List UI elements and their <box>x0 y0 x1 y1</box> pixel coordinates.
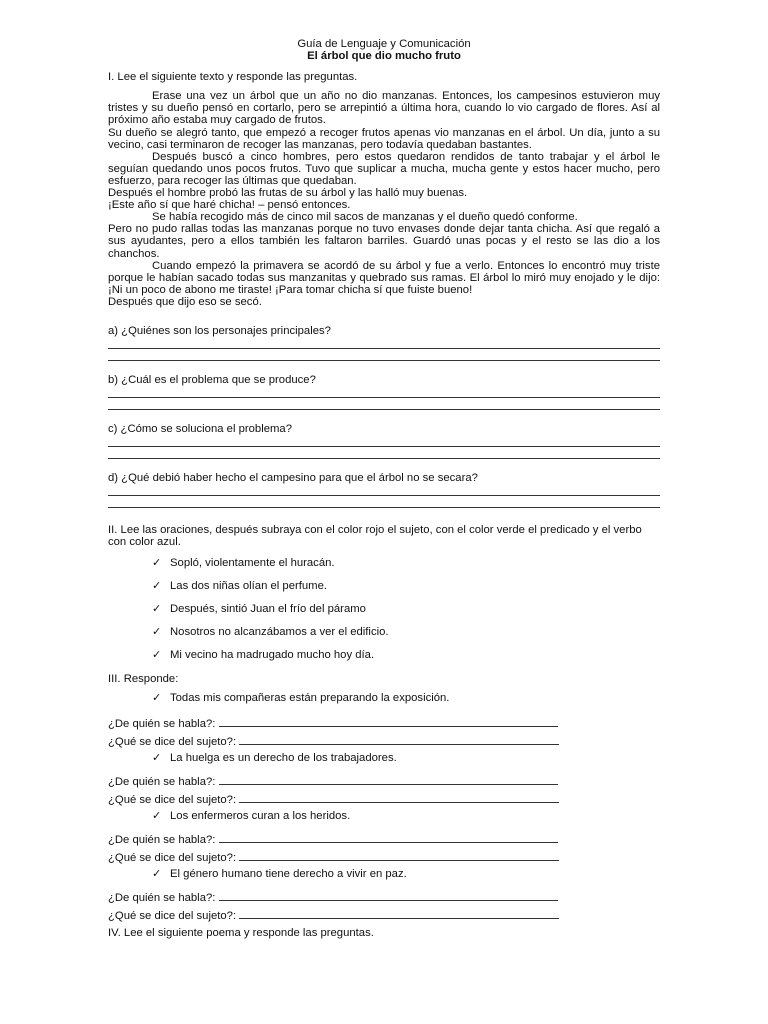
story-paragraph: Erase una vez un árbol que un año no dio manzanas. Entonces, los campesinos estuvieron muy tristes y su dueño pensó en cortarlo, pero se arrepintió a última hora, cuando lo vio cargado de flores. Así al próximo año estaba muy cargado de frutos. <box>108 90 660 127</box>
answer-line[interactable] <box>108 435 660 447</box>
list-item <box>152 867 660 889</box>
checkmark-icon: ✓ <box>152 809 162 822</box>
checkmark-icon: ✓ <box>152 867 162 880</box>
question-label: d) ¿Qué debió haber hecho el campesino para que el árbol no se secara? <box>108 472 478 485</box>
list-item <box>152 552 660 575</box>
story-paragraph: Se había recogido más de cinco mil sacos de manzanas y el dueño quedó conforme. <box>152 211 578 224</box>
answer-line[interactable] <box>108 349 660 361</box>
who-row <box>108 773 660 791</box>
who-prompt: ¿De quién se habla?: <box>108 891 216 904</box>
what-row <box>108 907 660 925</box>
answer-line[interactable] <box>108 496 660 508</box>
answer-line[interactable] <box>219 889 558 901</box>
answer-line[interactable] <box>239 733 559 745</box>
answer-line[interactable] <box>219 715 558 727</box>
who-row <box>108 889 660 907</box>
list-item <box>152 621 660 644</box>
checkmark-icon: ✓ <box>152 579 162 592</box>
sentence-text: Nosotros no alcanzábamos a ver el edificio. <box>170 625 389 638</box>
checkmark-icon: ✓ <box>152 691 162 704</box>
who-row <box>108 831 660 849</box>
checkmark-icon: ✓ <box>152 625 162 638</box>
section-2 <box>108 524 660 666</box>
question-label: b) ¿Cuál es el problema que se produce? <box>108 374 316 387</box>
list-item <box>152 644 660 667</box>
what-row <box>108 791 660 809</box>
sentence-text: Después, sintió Juan el frío del páramo <box>170 602 366 615</box>
answer-line[interactable] <box>108 337 660 349</box>
who-prompt: ¿De quién se habla?: <box>108 775 216 788</box>
question-label: a) ¿Quiénes son los personajes principales? <box>108 324 331 337</box>
worksheet-header <box>108 38 660 62</box>
what-prompt: ¿Qué se dice del sujeto?: <box>108 793 237 806</box>
list-item <box>152 575 660 598</box>
what-row <box>108 849 660 867</box>
list-item <box>152 687 660 710</box>
section-2-heading: II. Lee las oraciones, después subraya con el color rojo el sujeto, con el color verde el predicado y el verbo con color azul. <box>108 524 642 549</box>
answer-line[interactable] <box>108 484 660 496</box>
question-c <box>108 423 660 459</box>
answer-line[interactable] <box>108 398 660 410</box>
section-3 <box>108 673 660 925</box>
checkmark-icon: ✓ <box>152 602 162 615</box>
sentence-text: Los enfermeros curan a los heridos. <box>170 809 351 822</box>
answer-line[interactable] <box>108 447 660 459</box>
what-prompt: ¿Qué se dice del sujeto?: <box>108 851 237 864</box>
sentence-text: El género humano tiene derecho a vivir en paz. <box>170 867 407 880</box>
sentence-text: Todas mis compañeras están preparando la exposición. <box>170 691 450 704</box>
respond-item-1 <box>108 687 660 710</box>
sentence-text: Mi vecino ha madrugado mucho hoy día. <box>170 648 375 661</box>
story-title: El árbol que dio mucho fruto <box>307 50 461 63</box>
what-prompt: ¿Qué se dice del sujeto?: <box>108 909 237 922</box>
story-paragraph: Después buscó a cinco hombres, pero estos quedaron rendidos de tanto trabajar y el árbol le seguían quedando unos pocos frutos. Tuvo que suplicar a mucha, mucha gente y estos hacer mucho, pero esfuerzo, para recoger las últimas que quedaban. <box>108 150 660 187</box>
what-row <box>108 733 660 751</box>
story-paragraph: Su dueño se alegró tanto, que empezó a recoger frutos apenas vio manzanas en el árbol. Un día, junto a su vecino, casi terminaron de recoger las manzanas, pero todavía quedaban bastantes. <box>108 126 660 151</box>
story-paragraph: Después que dijo eso se secó. <box>108 295 262 308</box>
answer-line[interactable] <box>219 773 558 785</box>
list-item <box>152 598 660 621</box>
story-paragraph: ¡Este año sí que haré chicha! – pensó entonces. <box>108 199 351 212</box>
checkmark-icon: ✓ <box>152 556 162 569</box>
respond-item-2 <box>108 751 660 773</box>
answer-line[interactable] <box>108 386 660 398</box>
respond-item-3 <box>108 809 660 831</box>
who-prompt: ¿De quién se habla?: <box>108 717 216 730</box>
sentence-text: La huelga es un derecho de los trabajadores. <box>170 751 397 764</box>
story-paragraph: Pero no pudo rallas todas las manzanas porque no tuvo envases donde dejar tanta chicha. Así que regaló a sus ayudantes, pero a ellos también les faltaron barriles. Guardó unas pocas y el resto se las dio a los chanchos. <box>108 223 660 260</box>
question-label: c) ¿Cómo se soluciona el problema? <box>108 423 292 436</box>
checkmark-icon: ✓ <box>152 648 162 661</box>
what-prompt: ¿Qué se dice del sujeto?: <box>108 735 237 748</box>
question-b <box>108 374 660 410</box>
list-item <box>152 809 660 831</box>
answer-line[interactable] <box>239 849 559 861</box>
section-1 <box>108 71 660 508</box>
story-text <box>108 90 660 308</box>
section-4 <box>108 927 660 939</box>
question-a <box>108 325 660 361</box>
answer-line[interactable] <box>239 791 559 803</box>
section-4-heading: IV. Lee el siguiente poema y responde las preguntas. <box>108 926 374 939</box>
worksheet <box>108 38 660 939</box>
story-paragraph: Cuando empezó la primavera se acordó de su árbol y fue a verlo. Entonces lo encontró muy triste porque le habían sacado todas sus manzanitas y quebrado sus ramas. El árbol lo miró muy enojado y le dijo: ¡Ni un poco de abono me tiraste! ¡Para tomar chicha sí que fuiste bueno! <box>108 259 660 296</box>
sentence-list <box>108 552 660 667</box>
question-d <box>108 472 660 508</box>
checkmark-icon: ✓ <box>152 751 162 764</box>
who-prompt: ¿De quién se habla?: <box>108 833 216 846</box>
answer-line[interactable] <box>219 831 558 843</box>
who-row <box>108 715 660 733</box>
section-3-heading: III. Responde: <box>108 672 179 685</box>
answer-line[interactable] <box>239 907 559 919</box>
list-item <box>152 751 660 773</box>
subject-title: Guía de Lenguaje y Comunicación <box>297 38 471 50</box>
sentence-text: Sopló, violentamente el huracán. <box>170 556 335 569</box>
respond-item-4 <box>108 867 660 889</box>
sentence-text: Las dos niñas olían el perfume. <box>170 579 327 592</box>
section-1-heading: I. Lee el siguiente texto y responde las preguntas. <box>108 71 358 84</box>
story-paragraph: Después el hombre probó las frutas de su árbol y las halló muy buenas. <box>108 187 468 200</box>
